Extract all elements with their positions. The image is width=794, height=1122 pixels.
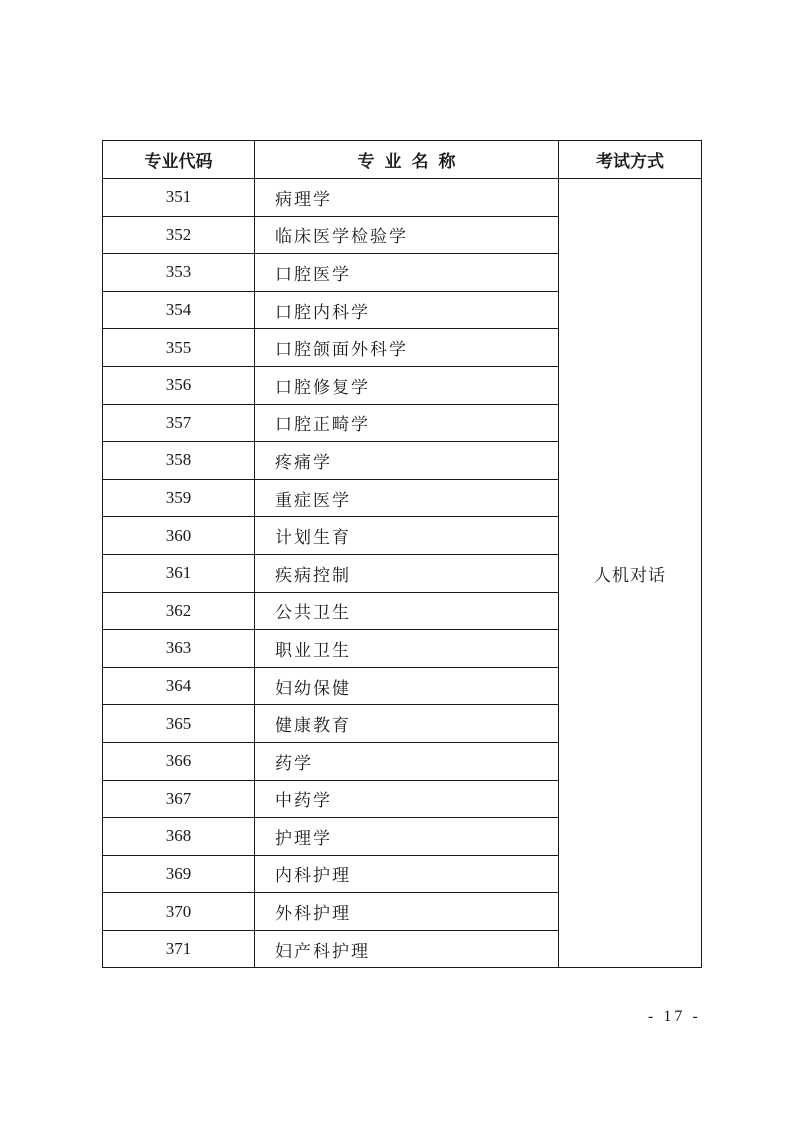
name-cell: 药学 [255,742,559,780]
name-cell: 公共卫生 [255,592,559,630]
name-cell: 妇产科护理 [255,930,559,968]
name-cell: 疼痛学 [255,442,559,480]
code-cell: 362 [103,592,255,630]
code-cell: 365 [103,705,255,743]
header-row [103,141,702,179]
code-cell: 363 [103,630,255,668]
method-cell: 人机对话 [559,179,702,968]
header-code: 专业代码 [103,141,255,179]
code-cell: 371 [103,930,255,968]
code-cell: 354 [103,291,255,329]
code-cell: 359 [103,479,255,517]
name-cell: 健康教育 [255,705,559,743]
name-cell: 口腔内科学 [255,291,559,329]
code-cell: 370 [103,893,255,931]
name-cell: 口腔医学 [255,254,559,292]
code-cell: 357 [103,404,255,442]
code-cell: 352 [103,216,255,254]
name-cell: 计划生育 [255,517,559,555]
code-cell: 353 [103,254,255,292]
name-cell: 外科护理 [255,893,559,931]
name-cell: 护理学 [255,818,559,856]
code-cell: 369 [103,855,255,893]
name-cell: 中药学 [255,780,559,818]
specialty-table [102,140,702,968]
code-cell: 367 [103,780,255,818]
code-cell: 360 [103,517,255,555]
name-cell: 口腔颌面外科学 [255,329,559,367]
header-method: 考试方式 [559,141,702,179]
name-cell: 临床医学检验学 [255,216,559,254]
table-row [103,179,702,217]
code-cell: 355 [103,329,255,367]
page-number: - 17 - [648,1008,701,1025]
name-cell: 职业卫生 [255,630,559,668]
code-cell: 366 [103,742,255,780]
code-cell: 358 [103,442,255,480]
table-header [103,141,702,179]
code-cell: 364 [103,667,255,705]
header-name: 专业名称 [255,141,559,179]
name-cell: 病理学 [255,179,559,217]
name-cell: 口腔正畸学 [255,404,559,442]
name-cell: 内科护理 [255,855,559,893]
name-cell: 重症医学 [255,479,559,517]
table-body [103,179,702,968]
code-cell: 361 [103,554,255,592]
code-cell: 368 [103,818,255,856]
name-cell: 口腔修复学 [255,366,559,404]
name-cell: 妇幼保健 [255,667,559,705]
code-cell: 356 [103,366,255,404]
name-cell: 疾病控制 [255,554,559,592]
code-cell: 351 [103,179,255,217]
